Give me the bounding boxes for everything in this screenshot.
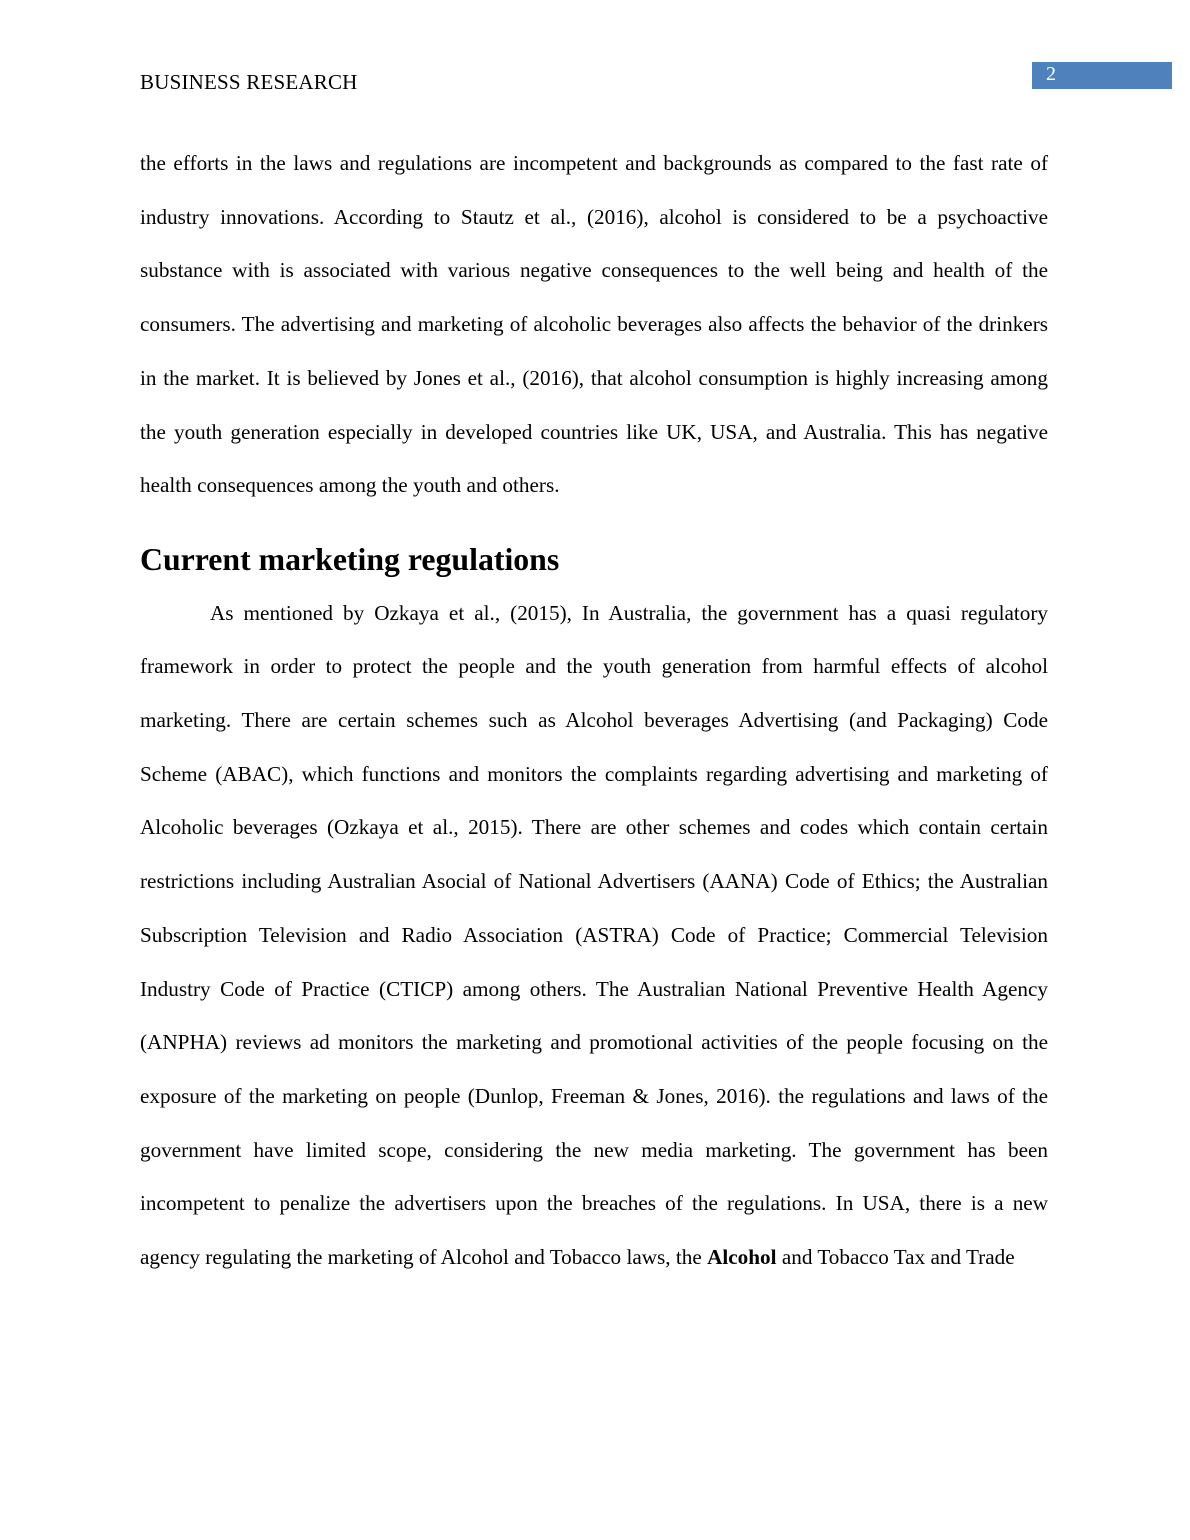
- page-number: 2: [1046, 63, 1056, 85]
- running-head: BUSINESS RESEARCH: [140, 70, 358, 94]
- paragraph-regulations-continuation: and Tobacco Tax and Trade: [776, 1245, 1015, 1270]
- paragraph-intro: the efforts in the laws and regulations are incompetent and backgrounds as compared to the fast rate of industry innovations. According to Stautz et al., (2016), alcohol is considered to be a psychoactive substance with is associated with various negative consequences to the well being and health of the consumers. The advertising and marketing of alcoholic beverages also affects the behavior of the drinkers in the market. It is believed by Jones et al., (2016), that alcohol consumption is highly increasing among the youth generation especially in developed countries like UK, USA, and Australia. This has negative health consequences among the youth and others.: [140, 151, 1048, 498]
- paragraph-regulations: [140, 587, 1048, 1285]
- section-heading: Current marketing regulations: [140, 541, 560, 577]
- document-body: [140, 137, 1048, 1285]
- bold-term: Alcohol: [707, 1245, 777, 1270]
- paragraph-regulations-text: As mentioned by Ozkaya et al., (2015), In Australia, the government has a quasi regulatory framework in order to protect the people and the youth generation from harmful effects of alcohol marketing. There are certain schemes such as Alcohol beverages Advertising (and Packaging) Code Scheme (ABAC), which functions and monitors the complaints regarding advertising and marketing of Alcoholic beverages (Ozkaya et al., 2015). There are other schemes and codes which contain certain restrictions including Australian Asocial of National Advertisers (AANA) Code of Ethics; the Australian Subscription Television and Radio Association (ASTRA) Code of Practice; Commercial Television Industry Code of Practice (CTICP) among others. The Australian National Preventive Health Agency (ANPHA) reviews ad monitors the marketing and promotional activities of the people focusing on the exposure of the marketing on people (Dunlop, Freeman & Jones, 2016). the regulations and laws of the government have limited scope, considering the new media marketing. The government has been incompetent to penalize the advertisers upon the breaches of the regulations. In USA, there is a new agency regulating the marketing of Alcohol and Tobacco laws, the: [140, 600, 1048, 1270]
- page-number-badge: [1032, 62, 1172, 89]
